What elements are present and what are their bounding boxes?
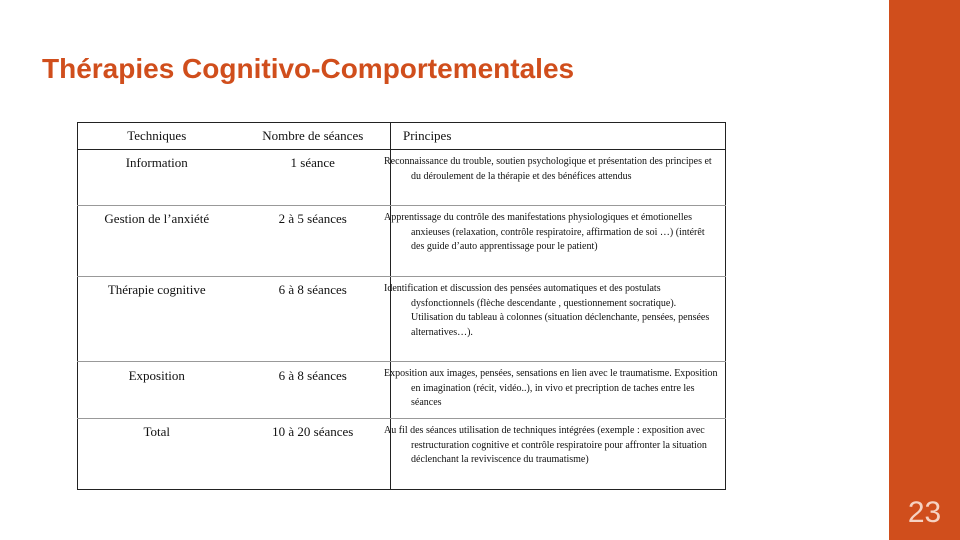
cell-sessions: 6 à 8 séances [236,362,391,419]
table-row [78,277,726,362]
cell-principles: Reconnaissance du trouble, soutien psychologique et présentation des principes et du déroulement de la thérapie et des bénéfices attendus [391,150,726,206]
header-techniques: Techniques [78,123,236,150]
table-row [78,206,726,277]
side-accent-bar [889,0,960,540]
header-sessions: Nombre de séances [236,123,391,150]
therapies-table [77,122,726,490]
page-number: 23 [907,496,942,529]
cell-technique: Thérapie cognitive [78,277,236,362]
table-header-row [78,123,726,150]
table-row [78,419,726,490]
cell-principles: Identification et discussion des pensées automatiques et des postulats dysfonctionnels (flèche descendante , questionnement socratique). Utilisation du tableau à colonnes (situation déclenchante, pensées, pensées alternatives…). [391,277,726,362]
cell-sessions: 2 à 5 séances [236,206,391,277]
cell-technique: Total [143,424,171,439]
cell-principles: Au fil des séances utilisation de techniques intégrées (exemple : exposition avec restructuration cognitive et contrôle respiratoire pour affronter la situation déclenchant la reviviscence du traumatisme) [391,419,726,490]
cell-technique: Information [78,150,236,206]
cell-sessions: 6 à 8 séances [236,277,391,362]
header-principles: Principes [391,123,726,150]
cell-principles: Apprentissage du contrôle des manifestations physiologiques et émotionelles anxieuses (relaxation, contrôle respiratoire, affirmation de soi …) (intérêt des guide d’auto apprentissage pour le patient) [391,206,726,277]
table-row [78,362,726,419]
cell-technique: Exposition [78,362,236,419]
cell-sessions: 1 séance [236,150,391,206]
cell-technique: Gestion de l’anxiété [78,206,236,277]
slide-title: Thérapies Cognitivo-Comportementales [42,53,575,84]
cell-principles: Exposition aux images, pensées, sensations en lien avec le traumatisme. Exposition en imagination (récit, vidéo..), in vivo et precription de taches entre les séances [391,362,726,419]
table-row [78,150,726,206]
cell-sessions: 10 à 20 séances [272,424,354,439]
